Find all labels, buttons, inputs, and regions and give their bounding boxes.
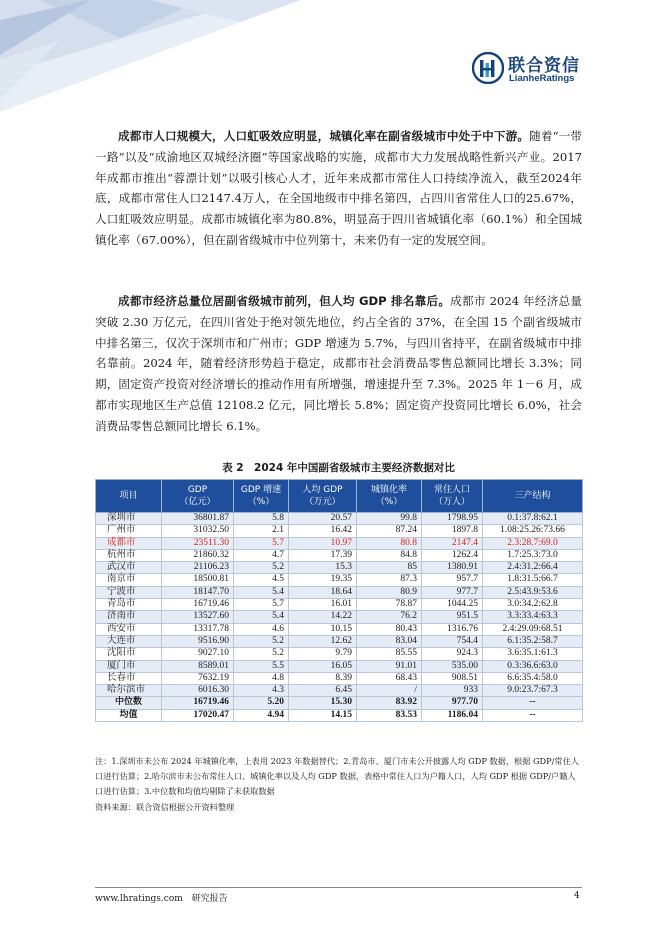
footer-website: www.lhratings.com <box>95 894 183 904</box>
paragraph-lead: 成都市经济总量位居副省级城市前列，但人均 GDP 排名靠后。 <box>118 294 451 308</box>
table-cell: 84.8 <box>357 549 422 561</box>
table-cell: 83.92 <box>357 697 422 709</box>
table-row <box>96 660 583 672</box>
row-label: 中位数 <box>96 697 162 709</box>
table-cell: 17.39 <box>289 549 357 561</box>
table-cell: 2.4:31.2:66.4 <box>483 562 583 574</box>
table-cell: 6.1:35.2:58.7 <box>483 635 583 647</box>
table-cell: 4.8 <box>234 672 289 684</box>
table-row <box>96 599 583 611</box>
paragraph-economy <box>95 291 582 437</box>
table-cell: 7632.19 <box>162 672 234 684</box>
row-label: 杭州市 <box>96 549 162 561</box>
row-label: 沈阳市 <box>96 648 162 660</box>
table-cell: 16719.46 <box>162 697 234 709</box>
row-label: 大连市 <box>96 635 162 647</box>
table-row <box>96 635 583 647</box>
table-cell: 1044.25 <box>422 599 483 611</box>
table-cell: 535.00 <box>422 660 483 672</box>
table-cell: 1.8:31.5:66.7 <box>483 574 583 586</box>
table-row <box>96 549 583 561</box>
table-header-row <box>96 480 583 513</box>
table-cell: 10.15 <box>289 623 357 635</box>
table-cell: 19.35 <box>289 574 357 586</box>
table-row <box>96 709 583 721</box>
table-cell: 23511.30 <box>162 537 234 549</box>
column-header-label: 人均 GDP <box>302 485 343 495</box>
table-cell: 16719.46 <box>162 599 234 611</box>
table-cell: 0.3:36.6:63.0 <box>483 660 583 672</box>
row-label: 武汉市 <box>96 562 162 574</box>
row-label: 长春市 <box>96 672 162 684</box>
table-cell: 85 <box>357 562 422 574</box>
table-cell: 1897.8 <box>422 525 483 537</box>
table-notes: 注：1.深圳市未公布 2024 年城镇化率，上表用 2023 年数据替代；2.青岛市、厦门市未公开披露人均 GDP 数据，根据 GDP/常住人口进行估算；2.哈尔滨市未公布常住人口、城镇化率以及人均 GDP 数据，表格中常住人口为户籍人口，人均 GDP 根据 GDP/户籍人口进行估算；3.中位数和均值均剔除了未获取数据 <box>95 756 579 796</box>
footer-left <box>95 891 228 904</box>
table-cell: 12.62 <box>289 635 357 647</box>
lianhe-logo-icon <box>472 52 504 84</box>
table-cell: 2.5:43.9:53.6 <box>483 586 583 598</box>
row-label: 厦门市 <box>96 660 162 672</box>
table-cell: -- <box>483 709 583 721</box>
table-cell: 9.79 <box>289 648 357 660</box>
table-row <box>96 648 583 660</box>
column-header-unit: （%） <box>247 497 275 507</box>
corner-decoration <box>0 0 300 115</box>
table-cell: 87.24 <box>357 525 422 537</box>
row-label: 哈尔滨市 <box>96 685 162 697</box>
column-header-label: GDP 增速 <box>240 485 282 495</box>
table-cell: 18.64 <box>289 586 357 598</box>
table-row <box>96 525 583 537</box>
table-row <box>96 537 583 549</box>
table-cell: 13527.60 <box>162 611 234 623</box>
table-cell: 5.2 <box>234 635 289 647</box>
table-cell: 5.2 <box>234 648 289 660</box>
table-cell: 21860.32 <box>162 549 234 561</box>
table-cell: 9027.10 <box>162 648 234 660</box>
table-row <box>96 697 583 709</box>
table-cell: 1186.04 <box>422 709 483 721</box>
table-cell: 91.01 <box>357 660 422 672</box>
table-cell: 6.6:35.4:58.0 <box>483 672 583 684</box>
table-cell: 924.3 <box>422 648 483 660</box>
table-cell: 36801.87 <box>162 513 234 525</box>
table-cell: 80.9 <box>357 586 422 598</box>
table-cell: 2.3:28.7:69.0 <box>483 537 583 549</box>
table-cell: 16.05 <box>289 660 357 672</box>
table-cell: 18500.81 <box>162 574 234 586</box>
table-cell: 2.4:29.09:68.51 <box>483 623 583 635</box>
table-row <box>96 685 583 697</box>
table-cell: 9516.90 <box>162 635 234 647</box>
row-label: 青岛市 <box>96 599 162 611</box>
column-header <box>422 480 483 513</box>
table-cell: 80.43 <box>357 623 422 635</box>
table-row <box>96 623 583 635</box>
table-caption: 表 2 2024 年中国副省级城市主要经济数据对比 <box>222 462 455 474</box>
column-header-label: 项目 <box>119 491 138 501</box>
column-header <box>357 480 422 513</box>
table-cell: 13317.78 <box>162 623 234 635</box>
table-cell: 4.94 <box>234 709 289 721</box>
column-header <box>234 480 289 513</box>
table-cell: 5.4 <box>234 586 289 598</box>
table-cell: 3.6:35.1:61.3 <box>483 648 583 660</box>
brand-logo <box>472 52 622 86</box>
brand-name-cn: 联合资信 <box>508 56 580 76</box>
data-source: 资料来源：联合资信根据公开资料整理 <box>95 802 235 812</box>
footer-report-type: 研究报告 <box>191 894 228 904</box>
table-cell: 20.57 <box>289 513 357 525</box>
table-cell: 908.51 <box>422 672 483 684</box>
table-cell: 1.08:25.26:73.66 <box>483 525 583 537</box>
row-label: 南京市 <box>96 574 162 586</box>
table-cell: 754.4 <box>422 635 483 647</box>
table-cell: 3.3:33.4:63.3 <box>483 611 583 623</box>
table-cell: 85.55 <box>357 648 422 660</box>
table-cell: 80.8 <box>357 537 422 549</box>
table-cell: 14.15 <box>289 709 357 721</box>
table-cell: 957.7 <box>422 574 483 586</box>
column-header-label: 城镇化率 <box>370 485 407 495</box>
table-cell: 21106.23 <box>162 562 234 574</box>
page-number: 4 <box>574 891 580 901</box>
table-body <box>96 513 583 722</box>
table-cell: 4.3 <box>234 685 289 697</box>
table-cell: 17020.47 <box>162 709 234 721</box>
table-cell: 5.5 <box>234 660 289 672</box>
table-cell: 83.53 <box>357 709 422 721</box>
table-cell: 10.97 <box>289 537 357 549</box>
paragraph-lead: 成都市人口规模大，人口虹吸效应明显，城镇化率在副省级城市中处于中下游。 <box>118 129 530 143</box>
table-cell: 4.5 <box>234 574 289 586</box>
table-cell: 5.20 <box>234 697 289 709</box>
brand-name-en: LianheRatings <box>509 73 575 84</box>
table-cell: 5.7 <box>234 537 289 549</box>
table-cell: 1316.76 <box>422 623 483 635</box>
footer-divider <box>95 887 582 888</box>
table-cell: 6.45 <box>289 685 357 697</box>
column-header <box>483 480 583 513</box>
row-label: 成都市 <box>96 537 162 549</box>
table-row <box>96 586 583 598</box>
table-row <box>96 513 583 525</box>
column-header-unit: （%） <box>375 497 403 507</box>
table-cell: 14.22 <box>289 611 357 623</box>
table-cell: 18147.70 <box>162 586 234 598</box>
table-cell: 0.1:37.8:62.1 <box>483 513 583 525</box>
row-label: 济南市 <box>96 611 162 623</box>
table-cell: 5.4 <box>234 611 289 623</box>
column-header-label: 常住人口 <box>433 485 470 495</box>
column-header-label: GDP <box>187 485 208 495</box>
table-cell: 5.7 <box>234 599 289 611</box>
table-cell: 6016.30 <box>162 685 234 697</box>
paragraph-body: 成都市 2024 年经济总量突破 2.30 万亿元，在四川省处于绝对领先地位，约占全省的 37%，在全国 15 个副省级城市中排名第三，仅次于深圳市和广州市；GDP 增速为 5.7%，与四川省持平，在副省级城市中排名靠前。2024 年，随着经济形势趋于稳定，成都市社会消费品零售总额同比增长 3.3%；同期，固定资产投资对经济增长的推动作用有所增强，增速提升至 7.3%。2025 年 1－6 月，成都市实现地区生产总值 12108.2 亿元，同比增长 5.8%；固定资产投资同比增长 6.0%，社会消费品零售总额同比增长 6.1%。 <box>95 294 582 433</box>
table-cell: 1380.91 <box>422 562 483 574</box>
row-label: 广州市 <box>96 525 162 537</box>
table-cell: 68.43 <box>357 672 422 684</box>
row-label: 宁波市 <box>96 586 162 598</box>
row-label: 西安市 <box>96 623 162 635</box>
table-cell: 9.0:23.7:67.3 <box>483 685 583 697</box>
table-cell: 1262.4 <box>422 549 483 561</box>
table-cell: 31032.50 <box>162 525 234 537</box>
table-cell: 951.5 <box>422 611 483 623</box>
row-label: 均值 <box>96 709 162 721</box>
column-header <box>96 480 162 513</box>
table-row <box>96 672 583 684</box>
table-cell: 4.6 <box>234 623 289 635</box>
row-label: 深圳市 <box>96 513 162 525</box>
table-cell: 4.7 <box>234 549 289 561</box>
table-cell: 8589.01 <box>162 660 234 672</box>
table-cell: 2.1 <box>234 525 289 537</box>
paragraph-population <box>95 126 582 251</box>
table-cell: 78.87 <box>357 599 422 611</box>
table-cell: 5.8 <box>234 513 289 525</box>
table-cell: -- <box>483 697 583 709</box>
column-header-unit: （万人） <box>433 497 470 507</box>
column-header-unit: （亿元） <box>179 497 216 507</box>
table-cell: 16.42 <box>289 525 357 537</box>
table-row <box>96 611 583 623</box>
table-cell: 87.3 <box>357 574 422 586</box>
table-cell: 977.70 <box>422 697 483 709</box>
column-header-label: 三产结构 <box>514 491 551 501</box>
table-cell: 15.3 <box>289 562 357 574</box>
table-cell: 933 <box>422 685 483 697</box>
table-row <box>96 574 583 586</box>
table-cell: 15.30 <box>289 697 357 709</box>
table-cell: 3.0:34.2:62.8 <box>483 599 583 611</box>
column-header <box>162 480 234 513</box>
column-header <box>289 480 357 513</box>
table-cell: 1798.95 <box>422 513 483 525</box>
table-cell: 8.39 <box>289 672 357 684</box>
table-cell: 99.8 <box>357 513 422 525</box>
economic-data-table <box>95 479 583 722</box>
table-cell: 977.7 <box>422 586 483 598</box>
table-cell: / <box>357 685 422 697</box>
table-row <box>96 562 583 574</box>
paragraph-body: 随着“一带一路”以及“成渝地区双城经济圈”等国家战略的实施，成都市大力发展战略性新兴产业。2017年成都市推出“蓉漂计划”以吸引核心人才，近年来成都市常住人口持续净流入，截至2024年底，成都市常住人口2147.4万人，在全国地级市中排名第四，占四川省常住人口的25.67%，人口虹吸效应明显。成都市城镇化率为80.8%，明显高于四川省城镇化率（60.1%）和全国城镇化率（67.00%），但在副省级城市中位列第十，未来仍有一定的发展空间。 <box>95 129 582 247</box>
table-cell: 2147.4 <box>422 537 483 549</box>
table-cell: 1.7:25.3:73.0 <box>483 549 583 561</box>
table-cell: 16.01 <box>289 599 357 611</box>
column-header-unit: （万元） <box>304 497 341 507</box>
table-cell: 83.04 <box>357 635 422 647</box>
table-cell: 5.2 <box>234 562 289 574</box>
table-cell: 76.2 <box>357 611 422 623</box>
